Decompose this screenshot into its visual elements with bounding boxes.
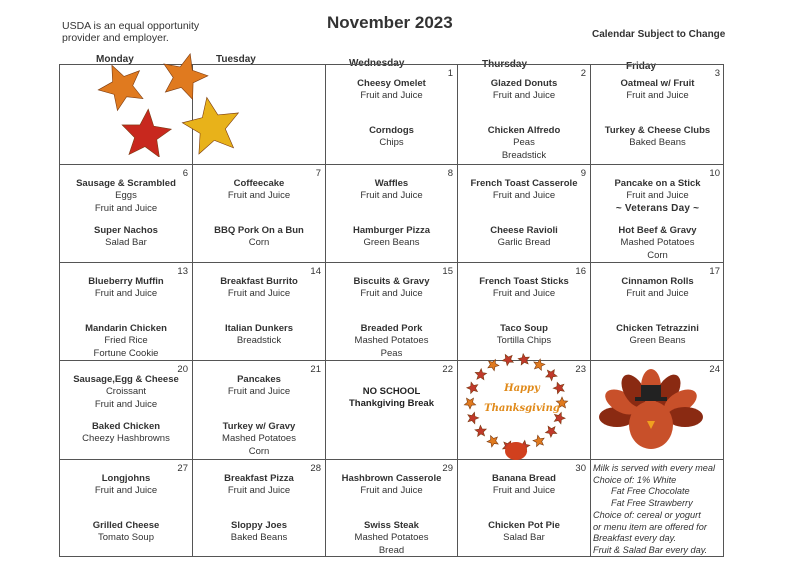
breakfast-menu [330,178,453,203]
lunch-menu [64,225,188,250]
menu-item-side: Baked Beans [230,532,288,544]
date-number: 22 [442,364,453,375]
menu-item-side: Mashed Potatoes [222,433,296,445]
menu-item-side: Fruit and Juice [94,485,158,497]
lunch-menu [330,323,453,360]
page-title: November 2023 [327,13,453,32]
menu-item-side: Breadstick [501,149,547,161]
milk-note [593,463,722,557]
lunch-menu [595,125,720,150]
day-cell [326,460,457,557]
maple-leaf-icon [120,107,173,157]
milk-note-line: Choice of: cereal or yogurt [593,509,701,520]
menu-item-name: Coffeecake [233,178,285,189]
date-number: 14 [310,266,321,277]
menu-item-name: Corndogs [369,125,414,136]
date-number: 27 [177,463,188,474]
breakfast-menu [197,473,321,498]
menu-item-name: Super Nachos [94,225,158,236]
menu-item-name: French Toast Casserole [470,178,578,189]
breakfast-menu [330,276,453,301]
menu-item-name: Hashbrown Casserole [341,473,442,484]
menu-item-side: Peas [380,347,403,359]
menu-item-name: Hamburger Pizza [352,225,431,236]
menu-item-name: Pancakes [237,374,281,385]
day-cell [60,361,192,459]
date-number: 20 [177,364,188,375]
menu-item-name: Banana Bread [492,473,556,484]
turkey-icon [599,367,709,457]
date-number: 28 [310,463,321,474]
milk-note-line: Choice of: 1% White [593,474,677,485]
menu-item-name: Sloppy Joes [231,520,287,531]
lunch-menu [462,125,586,162]
menu-item-name: Taco Soup [500,323,548,334]
menu-item-side: Fruit and Juice [360,485,423,497]
menu-item-side: Fruit and Juice [227,190,291,202]
menu-item-name: Breakfast Pizza [224,473,294,484]
day-cell [591,165,724,262]
day-cell [458,65,590,164]
lunch-menu [197,225,321,250]
menu-item-side: Fortune Cookie [93,347,159,359]
day-cell [326,263,457,360]
day-cell [193,460,325,557]
calendar-grid [59,64,724,557]
breakfast-menu [64,374,188,411]
usda-statement [62,20,242,44]
date-number: 16 [575,266,586,277]
lunch-menu [330,225,453,250]
menu-item-name: Sausage,Egg & Cheese [73,374,179,385]
menu-item-name: Turkey & Cheese Clubs [604,125,711,136]
menu-item-name: BBQ Pork On a Bun [214,225,304,236]
menu-item-name: Longjohns [101,473,151,484]
day-header-thursday: Thursday [482,59,528,70]
hat-brim-icon [635,397,667,401]
maple-leaf-icon [91,56,151,115]
menu-item-name: Biscuits & Gravy [353,276,430,287]
date-number: 30 [575,463,586,474]
wreath-leaf-icon [531,357,546,372]
wreath-leaf-icon [517,353,530,366]
date-number: 21 [310,364,321,375]
menu-item-name: Mandarin Chicken [85,323,167,334]
day-cell [591,263,724,360]
date-number: 29 [442,463,453,474]
happy-text: Happy [504,383,540,394]
menu-item-name: Italian Dunkers [224,323,294,334]
day-cell [458,165,590,262]
menu-item-side: Fruit and Juice [360,288,423,300]
date-number: 6 [182,168,188,179]
day-cell [193,263,325,360]
menu-item-name: Sausage & Scrambled [76,178,176,189]
date-number: 9 [580,168,586,179]
menu-item-side: Fruit and Juice [626,90,689,102]
breakfast-menu [462,276,586,301]
lunch-menu [64,520,188,545]
breakfast-menu [197,276,321,301]
menu-item-side: Mashed Potatoes [620,237,695,249]
day-header-tuesday: Tuesday [216,54,256,65]
lunch-menu [197,520,321,545]
menu-item-name: Cheesy Omelet [357,78,426,89]
menu-item-name: Pancake on a Stick [614,178,701,189]
subject-to-change-note: Calendar Subject to Change [592,29,726,40]
day-cell [591,361,724,459]
day-cell [60,263,192,360]
breakfast-menu [197,178,321,203]
lunch-menu [197,421,321,458]
day-cell [193,361,325,459]
date-number: 24 [709,364,720,375]
day-cell [326,165,457,262]
date-number: 3 [714,68,720,79]
menu-item-name: Swiss Steak [364,520,419,531]
menu-item-name: Oatmeal w/ Fruit [620,78,695,89]
menu-item-side: Fruit and Juice [94,288,158,300]
day-header-friday: Friday [626,61,657,72]
date-number: 7 [315,168,321,179]
day-cell [458,263,590,360]
breakfast-menu [330,78,453,103]
breakfast-menu [64,276,188,301]
milk-note-line: Fat Free Chocolate [611,486,690,497]
menu-item-name: Cinnamon Rolls [621,276,694,287]
lunch-menu [330,520,453,557]
menu-item-side: Peas [513,137,535,149]
milk-note-line: Fruit & Salad Bar every day. [593,544,708,555]
day-cell [591,65,724,164]
menu-item-side: Fruit and Juice [360,90,423,102]
menu-item-side: Breadstick [236,335,282,347]
menu-item-side: Fruit and Juice [94,202,158,214]
menu-item-side: Eggs [115,190,137,202]
milk-note-line: Breakfast every day. [593,533,677,544]
date-number: 17 [709,266,720,277]
lunch-menu [462,520,586,545]
wreath-leaf-icon [543,366,559,382]
wreath-leaf-icon [473,424,489,440]
day-header-monday: Monday [96,54,134,65]
menu-item-side: Salad Bar [105,237,147,249]
breakfast-menu [595,276,720,301]
menu-item-name: Breakfast Burrito [220,276,298,287]
menu-item-name: Baked Chicken [91,421,161,432]
menu-item-side: Cheezy Hashbrowns [82,433,170,445]
lunch-menu [462,323,586,348]
wreath-leaf-icon [544,423,560,439]
menu-item-side: Fruit and Juice [492,190,556,202]
menu-item-side: Fruit and Juice [492,90,556,102]
menu-item-name: Chicken Alfredo [487,125,561,136]
menu-item-name: Chicken Pot Pie [488,520,560,531]
menu-item-side: Salad Bar [503,532,545,544]
wreath-leaf-icon [532,433,547,448]
menu-item-side: Baked Beans [629,137,686,149]
milk-note-line: or menu item are offered for [593,521,707,532]
lunch-menu [330,125,453,150]
pumpkin-icon [505,442,527,460]
day-cell [326,65,457,164]
breakfast-menu [197,374,321,399]
wreath-leaf-icon [486,434,501,449]
lunch-menu [197,323,321,348]
menu-item-name: Chicken Tetrazzini [616,323,699,334]
menu-item-name: French Toast Sticks [479,276,569,287]
date-number: 8 [447,168,453,179]
day-header-wednesday: Wednesday [349,58,405,69]
wreath-leaf-icon [501,353,514,366]
menu-item-name: Hot Beef & Gravy [618,225,697,236]
menu-item-side: Fruit and Juice [227,485,291,497]
no-school-label: NO SCHOOL [362,386,421,397]
menu-item-side: Fruit and Juice [94,398,158,410]
menu-item-side: Tomato Soup [98,532,154,544]
date-number: 15 [442,266,453,277]
day-cell [193,65,325,164]
menu-item-side: Fruit and Juice [492,485,556,497]
menu-item-name: Glazed Donuts [490,78,558,89]
breakfast-menu [595,178,720,215]
menu-item-side: Fruit and Juice [227,386,291,398]
menu-item-side: Fruit and Juice [492,288,556,300]
menu-item-side: Corn [248,445,270,457]
lunch-menu [64,323,188,360]
date-number: 10 [709,168,720,179]
breakfast-menu [462,178,586,203]
menu-item-side: Fruit and Juice [626,190,689,202]
menu-item-side: Tortilla Chips [496,335,552,347]
no-school-notice [330,386,453,411]
date-number: 2 [580,68,586,79]
lunch-menu [595,323,720,348]
day-cell [591,460,724,557]
date-number: 1 [447,68,453,79]
menu-item-side: Fried Rice [104,335,148,347]
breakfast-menu [462,78,586,103]
menu-item-side: Green Beans [629,335,686,347]
thanksgiving-text: Thanksgiving [484,403,560,414]
day-cell [60,460,192,557]
wreath-leaf-icon [485,358,500,373]
menu-item-side: Corn [248,237,270,249]
lunch-menu [462,225,586,250]
menu-item-name: Grilled Cheese [92,520,160,531]
menu-item-side: Croissant [105,386,147,398]
pilgrim-hat-icon [641,385,661,399]
menu-item-side: Mashed Potatoes [354,532,429,544]
date-number: 23 [575,364,586,375]
menu-item-side: Green Beans [363,237,420,249]
milk-note-line: Milk is served with every meal [593,463,716,473]
usda-line-1: USDA is an equal opportunity [62,20,200,32]
date-number: 13 [177,266,188,277]
day-cell [60,65,192,164]
menu-item-name: Blueberry Muffin [88,276,164,287]
wreath-leaf-icon [472,367,488,383]
breakfast-menu [595,78,720,103]
day-cell [193,165,325,262]
menu-item-side: Garlic Bread [497,237,551,249]
breakfast-menu [330,473,453,498]
menu-item-name: Waffles [374,178,409,189]
day-cell [458,460,590,557]
breakfast-menu [64,473,188,498]
menu-item-name: Cheese Ravioli [490,225,558,236]
lunch-menu [64,421,188,446]
menu-item-side: Corn [647,249,668,261]
menu-item-side: Fruit and Juice [227,288,291,300]
holiday-label: ~ Veterans Day ~ [615,202,700,214]
breakfast-menu [64,178,188,215]
menu-item-name: Turkey w/ Gravy [222,421,296,432]
menu-item-side: Mashed Potatoes [354,335,429,347]
menu-item-name: Breaded Pork [360,323,423,334]
menu-item-side: Fruit and Juice [626,288,689,300]
menu-item-side: Chips [379,137,404,149]
lunch-menu [595,225,720,262]
day-cell [458,361,590,459]
breakfast-menu [462,473,586,498]
day-cell [60,165,192,262]
menu-item-side: Bread [378,544,405,556]
menu-item-side: Fruit and Juice [360,190,423,202]
break-label: Thankgiving Break [349,398,434,410]
milk-note-line: Fat Free Strawberry [611,498,693,509]
day-cell [326,361,457,459]
usda-line-2: provider and employer. [62,32,169,44]
